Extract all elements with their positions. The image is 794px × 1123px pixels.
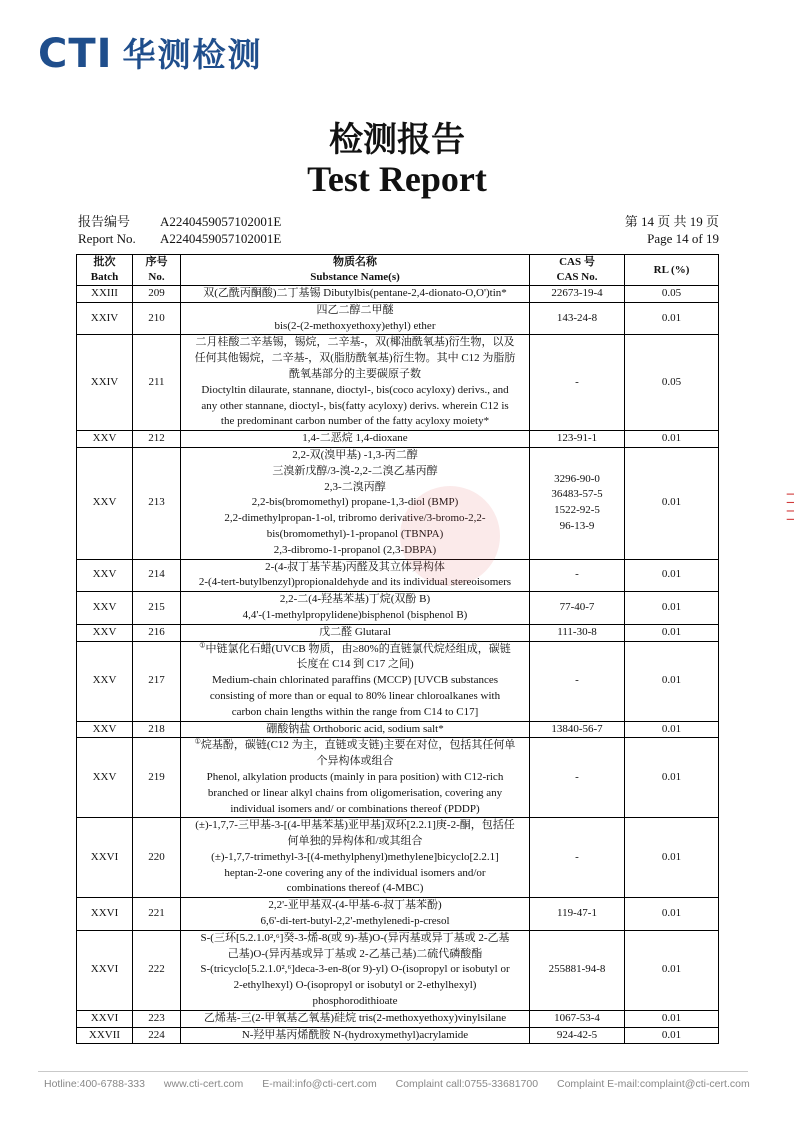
- note-mark: ①: [199, 640, 206, 649]
- footer-complaint-call: Complaint call:0755-33681700: [395, 1078, 539, 1090]
- cell-rl: 0.01: [625, 641, 719, 721]
- cell-substance-name: [181, 898, 530, 931]
- cell-substance-name: [181, 1010, 530, 1027]
- side-seal-mark: ╵╵╵╵: [778, 490, 794, 524]
- substance-line: 乙烯基-三(2-甲氧基乙氧基)硅烷 tris(2-methoxyethoxy)vinylsilane: [203, 1011, 507, 1024]
- substance-line: heptan-2-one covering any of the individual isomers and/or: [224, 866, 486, 879]
- report-meta-en: [78, 231, 719, 247]
- title-chinese: 检测报告: [329, 120, 465, 160]
- cell-rl: 0.05: [625, 286, 719, 303]
- cell-cas: [530, 930, 625, 1010]
- substance-line: S-(三环[5.2.1.0²,⁶]癸-3-烯-8(或 9)-基)O-(异丙基或异丁基或 2-乙基: [200, 931, 510, 944]
- cas-number: 13840-56-7: [551, 722, 603, 735]
- cell-batch: XXV: [77, 738, 133, 818]
- report-no-label-en: Report No.: [78, 231, 136, 246]
- substance-line: 戊二醛 Glutaral: [319, 625, 391, 638]
- cell-cas: [530, 898, 625, 931]
- cas-number: 123-91-1: [556, 432, 598, 445]
- cell-no: 213: [133, 447, 181, 559]
- company-logo: [38, 31, 263, 77]
- cell-cas: [530, 431, 625, 448]
- cell-substance-name: [181, 286, 530, 303]
- cas-number: 924-42-5: [556, 1028, 598, 1041]
- cell-no: 214: [133, 559, 181, 592]
- cell-substance-name: [181, 738, 530, 818]
- cell-batch: XXVII: [77, 1027, 133, 1044]
- substance-line: any other stannane, dioctyl-, bis(fatty acyloxy) derivs. wherein C12 is: [201, 399, 509, 412]
- substance-line: 双(乙酰丙酮酸)二丁基锡 Dibutylbis(pentane-2,4-dionato-O,O')tin*: [203, 287, 507, 299]
- header-no: 序号 No.: [133, 255, 181, 286]
- cell-cas: [530, 641, 625, 721]
- footer: [44, 1077, 764, 1091]
- report-meta-cn: [78, 214, 719, 230]
- footer-hotline: Hotline:400-6788-333: [44, 1078, 145, 1090]
- substance-line: 长度在 C14 到 C17 之间): [296, 658, 414, 671]
- cas-number: -: [575, 770, 579, 783]
- cell-no: 210: [133, 302, 181, 335]
- cell-rl: 0.01: [625, 1027, 719, 1044]
- table-row: [77, 431, 719, 448]
- cell-no: 217: [133, 641, 181, 721]
- cell-batch: XXV: [77, 641, 133, 721]
- cas-number: 3296-90-0: [554, 472, 600, 485]
- table-header-row: [77, 255, 719, 286]
- cell-substance-name: [181, 431, 530, 448]
- header-cas: CAS 号 CAS No.: [530, 255, 625, 286]
- cell-substance-name: [181, 930, 530, 1010]
- cell-substance-name: [181, 302, 530, 335]
- substance-line: N-羟甲基丙烯酰胺 N-(hydroxymethyl)acrylamide: [241, 1028, 469, 1041]
- footer-divider: [38, 1071, 748, 1072]
- table-row: [77, 559, 719, 592]
- cas-number: -: [575, 375, 579, 388]
- cell-batch: XXIV: [77, 335, 133, 431]
- report-no-label-cn: 报告编号: [78, 214, 131, 229]
- cell-cas: [530, 592, 625, 625]
- cell-no: 209: [133, 286, 181, 303]
- table-row: [77, 818, 719, 898]
- cell-substance-name: [181, 447, 530, 559]
- page-indicator-cn: 第 14 页 共 19 页: [624, 214, 719, 229]
- substance-line: 2-(4-叔丁基苄基)丙醛及其立体异构体: [265, 560, 445, 573]
- substance-line: 四乙二醇二甲醚: [316, 303, 394, 316]
- cell-cas: [530, 1010, 625, 1027]
- cell-substance-name: [181, 335, 530, 431]
- footer-website[interactable]: www.cti-cert.com: [163, 1078, 244, 1090]
- substance-line: 2,2-二(4-羟基苯基)丁烷(双酚 B): [279, 593, 431, 606]
- cas-number: -: [575, 850, 579, 863]
- substance-line: the predominant carbon number of the fatty acyloxy moiety*: [220, 415, 490, 428]
- table-row: [77, 898, 719, 931]
- substance-line: 2-(4-tert-butylbenzyl)propionaldehyde and its individual stereoisomers: [198, 576, 512, 589]
- substance-line: consisting of more than or equal to 80% linear chloroalkanes with: [209, 689, 501, 702]
- substance-line: carbon chain lengths within the range from C14 to C17]: [231, 705, 479, 718]
- cell-rl: 0.01: [625, 738, 719, 818]
- cell-rl: 0.01: [625, 930, 719, 1010]
- report-number-cn: A2240459057102001E: [160, 214, 282, 229]
- note-mark: ①: [194, 737, 201, 746]
- substance-line: ①中链氯化石蜡(UVCB 物质，由≥80%的直链氯代烷烃组成，碳链: [199, 640, 511, 655]
- substance-line: 2-ethylhexyl) O-(isopropyl or isobutyl or 2-ethylhexyl): [233, 979, 477, 992]
- cas-number: -: [575, 568, 579, 581]
- table-row: [77, 624, 719, 641]
- substance-line: 2,3-二溴丙醇: [324, 480, 386, 493]
- substance-line: Dioctyltin dilaurate, stannane, dioctyl-, bis(coco acyloxy) derivs., and: [201, 383, 509, 396]
- substance-line: (±)-1,7,7-trimethyl-3-[(4-methylphenyl)methylene]bicyclo[2.2.1]: [211, 850, 499, 863]
- table-row: [77, 1027, 719, 1044]
- cell-cas: [530, 302, 625, 335]
- cell-batch: XXV: [77, 559, 133, 592]
- substance-line: 2,2-双(溴甲基) -1,3-丙二醇: [292, 448, 418, 461]
- cell-batch: XXVI: [77, 1010, 133, 1027]
- cell-rl: 0.01: [625, 431, 719, 448]
- cell-rl: 0.01: [625, 898, 719, 931]
- table-row: [77, 738, 719, 818]
- cell-cas: [530, 286, 625, 303]
- cas-number: 96-13-9: [559, 520, 595, 533]
- footer-complaint-email[interactable]: Complaint E-mail:complaint@cti-cert.com: [556, 1078, 750, 1090]
- cell-substance-name: [181, 818, 530, 898]
- cas-number: 119-47-1: [557, 907, 597, 920]
- substance-line: branched or linear alkyl chains from oligomerisation, covering any: [207, 786, 503, 799]
- table-row: [77, 592, 719, 625]
- title-english: Test Report: [307, 159, 487, 199]
- cas-number: 255881-94-8: [548, 963, 606, 976]
- cell-cas: [530, 1027, 625, 1044]
- table-row: [77, 335, 719, 431]
- cas-number: 1067-53-4: [554, 1011, 600, 1024]
- substance-line: 6,6'-di-tert-butyl-2,2'-methylenedi-p-cresol: [260, 915, 450, 928]
- substance-line: bis(bromomethyl)-1-propanol (TBNPA): [266, 527, 444, 540]
- header-batch: 批次 Batch: [77, 255, 133, 286]
- substance-line: 硼酸钠盐 Orthoboric acid, sodium salt*: [266, 722, 444, 735]
- cell-cas: [530, 447, 625, 559]
- cell-no: 224: [133, 1027, 181, 1044]
- cell-batch: XXV: [77, 431, 133, 448]
- substance-table: [76, 254, 719, 1044]
- cas-number: 22673-19-4: [551, 287, 603, 299]
- cell-substance-name: [181, 641, 530, 721]
- cell-substance-name: [181, 624, 530, 641]
- substance-line: 何单独的异构体和/或其组合: [287, 835, 423, 848]
- substance-line: 个异构体或组合: [316, 755, 394, 768]
- cell-rl: 0.01: [625, 559, 719, 592]
- cell-no: 221: [133, 898, 181, 931]
- cas-number: -: [575, 674, 579, 687]
- cell-no: 219: [133, 738, 181, 818]
- cas-number: 77-40-7: [559, 601, 595, 614]
- cell-cas: [530, 818, 625, 898]
- cell-cas: [530, 738, 625, 818]
- substance-line: 二月桂酸二辛基锡，锡烷，二辛基-，双(椰油酰氧基)衍生物，以及: [195, 336, 515, 349]
- cell-batch: XXV: [77, 624, 133, 641]
- cas-number: 111-30-8: [557, 625, 597, 638]
- substance-line: 2,2-dimethylpropan-1-ol, tribromo derivative/3-bromo-2,2-: [224, 512, 486, 525]
- substance-line: Medium-chain chlorinated paraffins (MCCP) [UVCB substances: [211, 674, 499, 687]
- table-row: [77, 1010, 719, 1027]
- substance-line: 任何其他锡烷，二辛基-，双(脂肪酰氧基)衍生物。其中 C12 为脂肪: [194, 352, 516, 365]
- cell-no: 212: [133, 431, 181, 448]
- header-rl: RL (%): [625, 255, 719, 286]
- cell-batch: XXIII: [77, 286, 133, 303]
- cell-cas: [530, 721, 625, 738]
- cell-rl: 0.01: [625, 1010, 719, 1027]
- cell-substance-name: [181, 592, 530, 625]
- cell-rl: 0.01: [625, 592, 719, 625]
- substance-line: 1,4-二恶烷 1,4-dioxane: [302, 432, 408, 445]
- cas-number: 36483-57-5: [551, 488, 603, 501]
- cell-no: 222: [133, 930, 181, 1010]
- cell-rl: 0.01: [625, 818, 719, 898]
- substance-line: 2,2'-亚甲基双-(4-甲基-6-叔丁基苯酚): [268, 899, 442, 912]
- cell-batch: XXVI: [77, 930, 133, 1010]
- substance-line: S-(tricyclo[5.2.1.0²,⁶]deca-3-en-8(or 9)-yl) O-(isopropyl or isobutyl or: [200, 963, 510, 976]
- logo-latin: CTI: [38, 31, 113, 77]
- substance-line: 4,4'-(1-methylpropylidene)bisphenol (bisphenol B): [242, 608, 468, 621]
- substance-line: 三溴新戊醇/3-溴-2,2-二溴乙基丙醇: [272, 464, 438, 477]
- footer-email[interactable]: E-mail:info@cti-cert.com: [262, 1078, 377, 1090]
- page-indicator-en: Page 14 of 19: [647, 231, 719, 246]
- substance-line: combinations thereof (4-MBC): [286, 882, 424, 895]
- substance-line: 己基)O-(异丙基或异丁基或 2-乙基己基)二硫代磷酸酯: [227, 947, 483, 960]
- table-row: [77, 447, 719, 559]
- cell-batch: XXVI: [77, 818, 133, 898]
- substance-line: 酰氧基部分的主要碳原子数: [289, 367, 421, 380]
- cell-no: 218: [133, 721, 181, 738]
- cell-batch: XXVI: [77, 898, 133, 931]
- cell-cas: [530, 624, 625, 641]
- substance-line: bis(2-(2-methoxyethoxy)ethyl) ether: [274, 319, 436, 332]
- report-number-en: A2240459057102001E: [160, 231, 282, 246]
- cell-rl: 0.05: [625, 335, 719, 431]
- substance-line: Phenol, alkylation products (mainly in para position) with C12-rich: [206, 770, 504, 783]
- logo-chinese: 华测检测: [122, 34, 263, 74]
- cell-rl: 0.01: [625, 624, 719, 641]
- cell-cas: [530, 335, 625, 431]
- table-row: [77, 302, 719, 335]
- cell-no: 215: [133, 592, 181, 625]
- cell-substance-name: [181, 559, 530, 592]
- header-substance: 物质名称 Substance Name(s): [181, 255, 530, 286]
- cell-rl: 0.01: [625, 721, 719, 738]
- table-row: [77, 930, 719, 1010]
- cas-number: 143-24-8: [556, 311, 598, 324]
- cell-rl: 0.01: [625, 447, 719, 559]
- table-row: [77, 641, 719, 721]
- substance-line: individual isomers and/ or combinations thereof (PDDP): [230, 802, 480, 815]
- table-row: [77, 286, 719, 303]
- substance-line: (±)-1,7,7-三甲基-3-[(4-甲基苯基)亚甲基]双环[2.2.1]庚-2-酮，包括任: [195, 819, 515, 832]
- substance-line: 2,3-dibromo-1-propanol (2,3-DBPA): [273, 543, 437, 556]
- cell-batch: XXIV: [77, 302, 133, 335]
- cell-rl: 0.01: [625, 302, 719, 335]
- substance-line: ①烷基酚，碳链(C12 为主，直链或支链)主要在对位，包括其任何单: [194, 737, 516, 752]
- cell-cas: [530, 559, 625, 592]
- cas-number: 1522-92-5: [554, 504, 600, 517]
- substance-line: 2,2-bis(bromomethyl) propane-1,3-diol (BMP): [251, 496, 459, 509]
- substance-line: phosphorodithioate: [312, 995, 398, 1008]
- cell-no: 223: [133, 1010, 181, 1027]
- cell-batch: XXV: [77, 592, 133, 625]
- cell-no: 211: [133, 335, 181, 431]
- cell-no: 216: [133, 624, 181, 641]
- cell-batch: XXV: [77, 721, 133, 738]
- cell-batch: XXV: [77, 447, 133, 559]
- cell-substance-name: [181, 1027, 530, 1044]
- cell-substance-name: [181, 721, 530, 738]
- table-row: [77, 721, 719, 738]
- cell-no: 220: [133, 818, 181, 898]
